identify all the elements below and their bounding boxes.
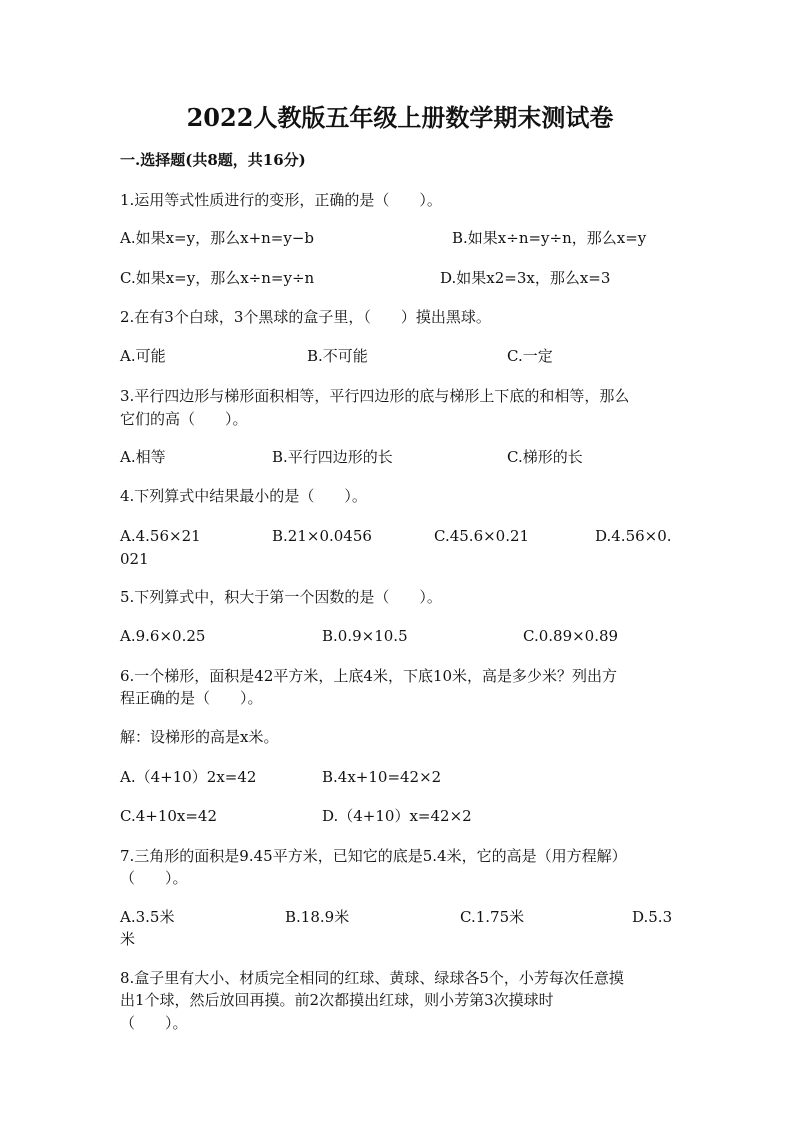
q6-solution-note: 解：设梯形的高是x米。 [120, 728, 279, 746]
q2-option-c: C.一定 [507, 347, 553, 365]
q7-stem-line2: （ ）。 [120, 869, 188, 887]
q4-stem: 4.下列算式中结果最小的是（ ）。 [120, 487, 367, 505]
section-heading: 一.选择题(共8题，共16分) [120, 151, 306, 169]
q3-option-b: B.平行四边形的长 [272, 448, 393, 466]
q6-stem-line2: 程正确的是（ ）。 [120, 689, 263, 707]
q2-option-b: B.不可能 [307, 347, 368, 365]
q6-option-d: D.（4+10）x=42×2 [322, 807, 472, 825]
q4-option-a: A.4.56×21 [120, 527, 201, 545]
q6-option-a: A.（4+10）2x=42 [120, 768, 257, 786]
q6-stem-line1: 6.一个梯形，面积是42平方米，上底4米，下底10米，高是多少米？列出方 [120, 667, 618, 685]
q1-option-a: A.如果x=y，那么x+n=y−b [120, 229, 315, 247]
q4-option-d-wrap: 021 [120, 550, 149, 568]
q5-option-b: B.0.9×10.5 [322, 627, 408, 645]
q3-option-a: A.相等 [120, 448, 166, 466]
q7-stem-line1: 7.三角形的面积是9.45平方米，已知它的底是5.4米，它的高是（用方程解） [120, 847, 627, 865]
q8-stem-line2: 出1个球，然后放回再摸。前2次都摸出红球，则小芳第3次摸球时 [120, 991, 554, 1009]
exam-title: 2022人教版五年级上册数学期末测试卷 [186, 103, 614, 132]
q2-stem: 2.在有3个白球，3个黑球的盒子里，（ ）摸出黑球。 [120, 308, 491, 326]
q3-stem-line1: 3.平行四边形与梯形面积相等，平行四边形的底与梯形上下底的和相等，那么 [120, 387, 630, 405]
q7-option-d: D.5.3 [632, 908, 673, 926]
q1-stem: 1.运用等式性质进行的变形，正确的是（ ）。 [120, 191, 442, 209]
q7-option-c: C.1.75米 [460, 908, 525, 926]
q2-option-a: A.可能 [120, 347, 166, 365]
q5-stem: 5.下列算式中，积大于第一个因数的是（ ）。 [120, 588, 442, 606]
q8-stem-line1: 8.盒子里有大小、材质完全相同的红球、黄球、绿球各5个，小芳每次任意摸 [120, 969, 624, 987]
q3-stem-line2: 它们的高（ ）。 [120, 410, 248, 428]
q1-option-b: B.如果x÷n=y÷n，那么x=y [452, 229, 647, 247]
q7-option-b: B.18.9米 [285, 908, 350, 926]
q1-option-d: D.如果x2=3x，那么x=3 [440, 269, 611, 287]
q5-option-a: A.9.6×0.25 [120, 627, 206, 645]
q4-option-c: C.45.6×0.21 [434, 527, 530, 545]
q1-option-c: C.如果x=y，那么x÷n=y÷n [120, 269, 315, 287]
q7-option-d-wrap: 米 [120, 930, 136, 948]
q6-option-c: C.4+10x=42 [120, 807, 218, 825]
q4-option-d: D.4.56×0. [595, 527, 672, 545]
q4-option-b: B.21×0.0456 [272, 527, 372, 545]
q5-option-c: C.0.89×0.89 [523, 627, 619, 645]
q6-option-b: B.4x+10=42×2 [322, 768, 442, 786]
q7-option-a: A.3.5米 [120, 908, 175, 926]
q3-option-c: C.梯形的长 [507, 448, 583, 466]
q8-stem-line3: （ ）。 [120, 1014, 188, 1032]
